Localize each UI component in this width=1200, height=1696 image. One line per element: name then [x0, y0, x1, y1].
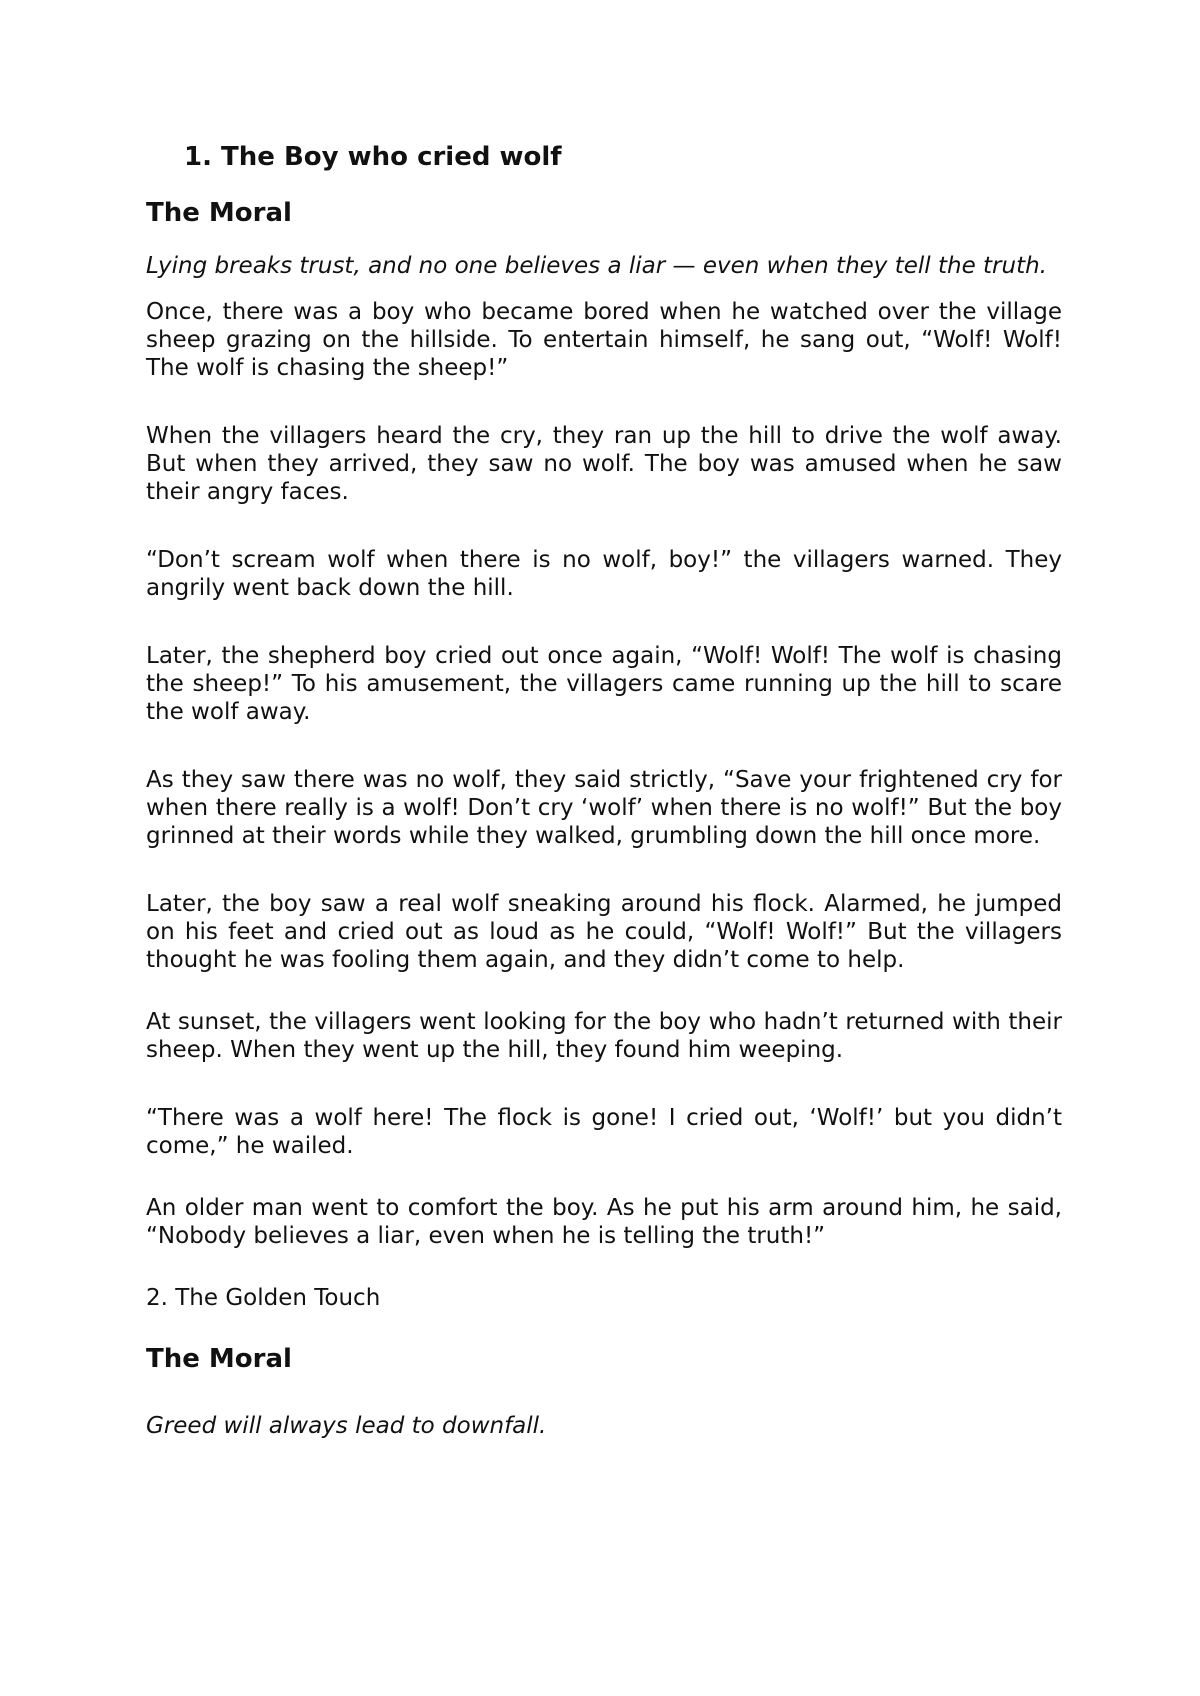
- moral-heading-2: The Moral: [146, 1344, 292, 1374]
- story-paragraph: “Don’t scream wolf when there is no wolf, boy!” the villagers warned. They angrily went back down the hill.: [146, 547, 1062, 601]
- story-paragraph: Later, the boy saw a real wolf sneaking around his flock. Alarmed, he jumped on his feet and cried out as loud as he could, “Wolf! Wolf!” But the villagers thought he was fooling them again, and they didn’t come to help.: [146, 891, 1062, 973]
- story-paragraph: An older man went to comfort the boy. As he put his arm around him, he said, “Nobody believes a liar, even when he is telling the truth!”: [146, 1195, 1062, 1249]
- story-paragraph: When the villagers heard the cry, they ran up the hill to drive the wolf away. But when they arrived, they saw no wolf. The boy was amused when he saw their angry faces.: [146, 423, 1062, 505]
- story-title-2: 2. The Golden Touch: [146, 1285, 381, 1311]
- story-paragraph: At sunset, the villagers went looking for the boy who hadn’t returned with their sheep. When they went up the hill, they found him weeping.: [146, 1009, 1062, 1063]
- story-paragraph: “There was a wolf here! The flock is gone! I cried out, ‘Wolf!’ but you didn’t come,” he wailed.: [146, 1105, 1062, 1159]
- moral-text-2: Greed will always lead to downfall.: [146, 1413, 547, 1439]
- document-page: [146, 140, 1062, 1458]
- story-paragraph: As they saw there was no wolf, they said strictly, “Save your frightened cry for when there really is a wolf! Don’t cry ‘wolf’ when there is no wolf!” But the boy grinned at their words while they walked, grumbling down the hill once more.: [146, 767, 1062, 849]
- story-paragraph: Once, there was a boy who became bored when he watched over the village sheep grazing on the hillside. To entertain himself, he sang out, “Wolf! Wolf! The wolf is chasing the sheep!”: [146, 299, 1062, 381]
- story-paragraph: Later, the shepherd boy cried out once again, “Wolf! Wolf! The wolf is chasing the sheep!” To his amusement, the villagers came running up the hill to scare the wolf away.: [146, 643, 1062, 725]
- moral-heading: The Moral: [146, 198, 292, 228]
- story-title: 1. The Boy who cried wolf: [184, 142, 562, 172]
- moral-text: Lying breaks trust, and no one believes a liar — even when they tell the truth.: [146, 253, 1047, 279]
